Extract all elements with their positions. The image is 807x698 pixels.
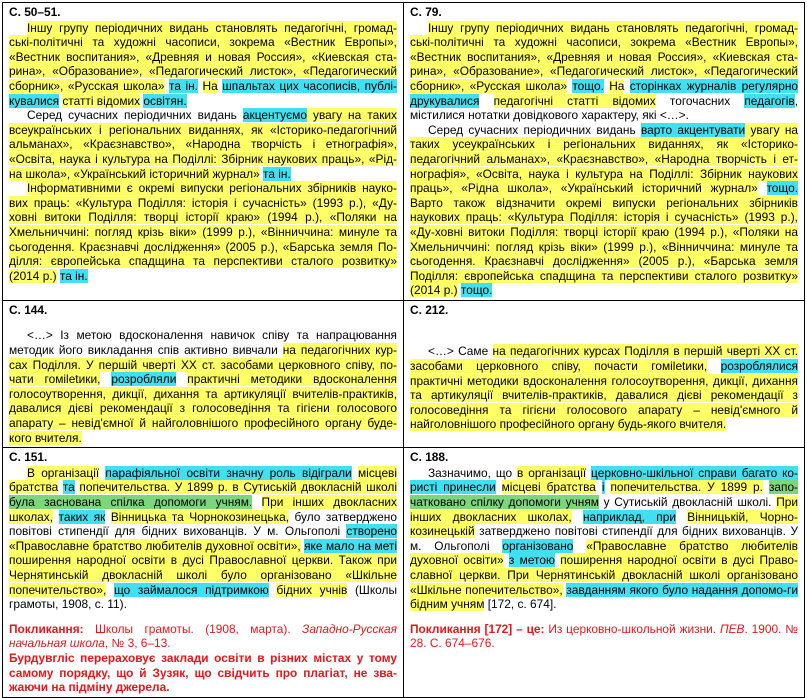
text-run: <…> Саме [428, 344, 493, 359]
table-row [3, 300, 805, 447]
paragraph [410, 344, 798, 432]
text-run [624, 79, 629, 93]
highlighted-text: сторінках журналів регулярно друкувалися [410, 78, 799, 108]
highlighted-text: практичні методики вдосконалення голосоутворення, дикції, дихання та артикуляції вчителів-практиків, давалися дієві рекомендації з голосоведіння та гігієни голосового апарату – невід'ємної й найголовнішого професійного органу буде-кого вчителя. [9, 372, 397, 445]
cell-text [9, 328, 397, 445]
paragraph [9, 181, 397, 283]
text-run [479, 94, 493, 108]
text-run [198, 79, 203, 93]
text-run: Серед сучасних періодичних видань [428, 122, 641, 137]
highlighted-text: що займалося підтримкою [113, 582, 269, 597]
highlighted-text: та ін. [169, 78, 198, 93]
text-run: Зазначимо, що [428, 465, 517, 480]
highlighted-text: попечительства. У 1899 р. в Сутиській двокласній школі [79, 480, 397, 495]
highlighted-text: Вінницька та Чорнокозинецька, [110, 509, 290, 524]
text-run: тогочасних [655, 93, 745, 108]
text-run: Серед сучасних періодичних видань [27, 108, 243, 123]
highlighted-text: бідним учням [410, 597, 485, 612]
highlighted-text: тощо. [460, 283, 493, 298]
citation-source: Западно-Русская начальная школа [9, 621, 397, 651]
highlighted-text: з метою [508, 553, 555, 568]
page-reference: С. 151. [9, 450, 48, 465]
text-run: [172, с. 674]. [484, 597, 557, 612]
table-row [3, 448, 805, 698]
cell-text [410, 344, 798, 432]
highlighted-text: освітян. [143, 93, 187, 108]
paragraph [410, 466, 798, 612]
highlighted-text: створено [346, 524, 397, 539]
highlighted-text: наприклад, при [582, 509, 676, 524]
table-row [3, 3, 805, 301]
text-run: затверджено повітові стипендії для бідних вихованців. У м. Ольгополі [410, 524, 798, 553]
highlighted-text: статті відомих [62, 93, 141, 108]
spacer [410, 612, 798, 622]
text-run [676, 510, 687, 524]
highlighted-text: бідних учнів [276, 582, 348, 597]
text-run [252, 495, 261, 509]
cell-text [410, 21, 798, 298]
plagiarism-note: Бурдувгліс перераховує заклади освіти в різних містах у тому самому порядку, що й Зузяк, що свідчить про плагіат, не зва-жаючи на підміну джерела. [9, 650, 397, 695]
page-reference: С. 79. [410, 5, 442, 19]
page-reference: С. 50–51. [9, 5, 61, 19]
left-cell-1 [3, 3, 404, 301]
highlighted-text: і [601, 480, 605, 495]
highlighted-text: При інших двокласних школах, [410, 495, 798, 524]
paragraph [410, 21, 798, 123]
highlighted-text: шпальтах цих часописів, публі-кувалися [9, 78, 398, 108]
highlighted-text: яке мало на меті [304, 538, 397, 553]
text-run: було затверджено повітові стипендії для бідних вихованців. У м. Ольгополі [9, 509, 397, 539]
text-run [106, 583, 114, 597]
highlighted-text: поширення народної освіти в дусі Православної церкви. Також при Чернятинській двокласній школі було організовано «Шкільне попечительство», [9, 553, 397, 597]
text-run [100, 372, 111, 386]
highlighted-text: Вінницькій, Чорно-козинецькій [410, 509, 798, 539]
comparison-page [2, 2, 804, 695]
text-run [176, 372, 187, 386]
citation-text: Из церковно-школьной жизни. [544, 621, 720, 636]
highlighted-text: педагогів [744, 93, 795, 108]
highlighted-text: тощо. [766, 181, 798, 196]
text-run: (Школы грамоты, 1908, с. 11). [9, 582, 397, 612]
highlighted-text: увагу на таких всеукраїнських і регіональних виданнях, як «Історико-педагогічний альманах», «Краєзнавство», «Народна творчість і етнографія», «Освіта, наука і культура на Поділлі: Збірник наукових праць», «Рід-на школа», «Український історичний журнал» [9, 108, 397, 181]
citation [410, 622, 798, 651]
highlighted-text: При інших двокласних школах, [9, 495, 397, 524]
highlighted-text: Іншу групу періодичних видань становлять педагогічні, громад-ські-політичні та художні часописи, зокрема «Вестник Европы», «Вестник воспитания», «Древняя и новая Россия», «Киевская ста-рина», «Образование», «Педагогический листок», «Педагогический сборник», «Русская школа» [410, 20, 798, 93]
page-reference: С. 188. [410, 450, 449, 465]
highlighted-text: розроблялися [720, 359, 798, 374]
highlighted-text: таких як [58, 509, 106, 524]
paragraph [9, 108, 397, 181]
highlighted-text: та ін. [59, 268, 88, 283]
highlighted-text: на педагогічних курсах Поділля в першій чверті ХХ ст. засобами церковного співу, почасти гоміletики, [410, 344, 798, 374]
citation-label: Покликання [172] – це: [410, 621, 545, 636]
highlighted-text: запо-чатковано спілку допомоги учням [410, 480, 799, 509]
paragraph [9, 21, 397, 109]
highlighted-text: була заснована спілка допомоги учням. [9, 495, 253, 509]
right-cell-3 [404, 448, 805, 698]
highlighted-text: парафіяльної освіти значну роль відіграли [105, 465, 352, 480]
highlighted-text: «Православне братство любителів духовної освіти» [410, 538, 798, 568]
citation-label: Покликання: [9, 621, 84, 636]
text-run [53, 510, 59, 524]
cell-text [410, 466, 798, 612]
paragraph [9, 466, 397, 612]
right-cell-1 [404, 3, 805, 301]
highlighted-text: на педагогічних кур-сах Поділля. У першій чверті ХХ ст. засобами церковного співу, по-чати гоміletики, [9, 343, 397, 387]
highlighted-text: та ін. [263, 166, 291, 181]
text-run: у Сутиській двокласній школі. [598, 495, 777, 509]
highlighted-text: тощо. [572, 78, 604, 93]
highlighted-text: організовано [502, 538, 574, 553]
highlighted-text: в організації [517, 465, 587, 480]
paragraph [9, 328, 397, 445]
highlighted-text: увагу на таких усеукраїнських і регіональних виданнях, як «Історико-педагогічний альманах», «Краєзнавство», «Народна творчість і ет-нографія», «Освіта, наука і культура на Поділлі: Збірник наукових праць», «Рідна школа», «Український історичний журнал» [410, 122, 798, 196]
cell-text [9, 466, 397, 612]
highlighted-text: Варто також відзначити окремі випуски регіональних збірників наукових праць: «Культура Поділля: історія і сучасність» (1993 р.), «Ду-ховні витоки Поділля: творці історії краю (1994 р.), «Поляки на Хмельниччині: погляд крізь віки» (1999 р.), «Вінниччина: минуле та сьогодення. Краєзнавчі дослідження» (2005 р.), «Барська земля Поділля: європейська спадщина та перспективи сталого розвитку» (2014 р.) [410, 195, 798, 298]
highlighted-text: акцентуємо [242, 108, 307, 123]
text-run [573, 539, 586, 553]
highlighted-text: Інформативними є окремі випуски регіональних збірників науко-вих праць: «Культура Поділля: історія і сучасність» (1993 р.), «Ду-ховні витоки Поділля: творці історії краю» (1994 р.), «Поляки на Хмельниччині: погляд крізь віки» (1999 р.), «Вінниччина: минуле та сьогодення. Краєзнавчі дослідження» (2005 р.), «Барська земля По-ділля: європейська спадщина та перспективи сталого розвитку» (2014 р.) [9, 181, 397, 283]
highlighted-text: На [609, 78, 625, 93]
highlighted-text: завданням якого було надання допомо-ги [566, 582, 798, 597]
highlighted-text: та [62, 480, 75, 495]
left-cell-3 [3, 448, 404, 698]
highlighted-text: розробляли [111, 372, 177, 387]
highlighted-text: педагогічні статті відомих [493, 93, 656, 108]
right-cell-2 [404, 300, 805, 447]
highlighted-text: попечительства. У 1899 р. [610, 480, 763, 495]
cell-text [9, 21, 397, 284]
citation-text: Школы грамоты. (1908, марта). [83, 621, 303, 636]
text-run [596, 480, 602, 494]
highlighted-text: місцеві братства [501, 480, 596, 495]
spacer [9, 318, 397, 328]
citation-issue: , № 3, 6–13. [104, 636, 171, 651]
highlighted-text: церковно-шкільної справи багато ко-ристі принесли [410, 465, 798, 495]
citation-source: ПЕВ [719, 621, 745, 636]
page-reference: С. 144. [9, 302, 48, 317]
spacer [410, 318, 798, 344]
comparison-table [2, 2, 805, 698]
highlighted-text: На [202, 78, 218, 93]
highlighted-text: практичні методики вдосконалення голосоутворення, дикції, дихання та артикуляції вчителів-практиків, давалися дієві рекомендації з голосоведіння та гігієни голосового апарату – невід'ємного й найголовнішого професійного органу будь-якого вчителя. [410, 373, 798, 432]
paragraph [410, 123, 798, 298]
highlighted-text: «Православне братство любителів духовної освіти», [9, 538, 301, 553]
highlighted-text: Іншу групу періодичних видань становлять педагогічні, громад-ські-політичні та художні часописи, зокрема «Вестник Европы», «Вестник воспитания», «Древняя и новая Россия», «Киевская ста-рина», «Образование», «Педагогический листок», «Педагогический сборник», «Русская школа» [9, 20, 397, 93]
spacer [9, 612, 397, 622]
citation-issue: . 1900. № 28. С. 674–676. [410, 621, 798, 651]
text-run: <…> Із метою вдосконалення навичок співу та напрацювання методик його викладання спів активно вивчали [9, 328, 397, 358]
text-run [758, 181, 767, 195]
highlighted-text: В організації [27, 465, 100, 480]
citation [9, 622, 397, 651]
highlighted-text: варто акцентувати [640, 122, 746, 137]
text-run: , містилися нотатки довідкового характеру, які <…>. [410, 93, 798, 123]
highlighted-text: поширення народної освіти в дусі Право-славної церкви. При Чернятинській двокласній школі організовано «Шкільне попечительство», [410, 553, 799, 597]
text-run [496, 480, 502, 494]
highlighted-text: місцеві братства [9, 465, 398, 495]
page-reference: С. 212. [410, 302, 449, 317]
text-run [572, 510, 583, 524]
left-cell-2 [3, 300, 404, 447]
text-run [707, 359, 720, 373]
